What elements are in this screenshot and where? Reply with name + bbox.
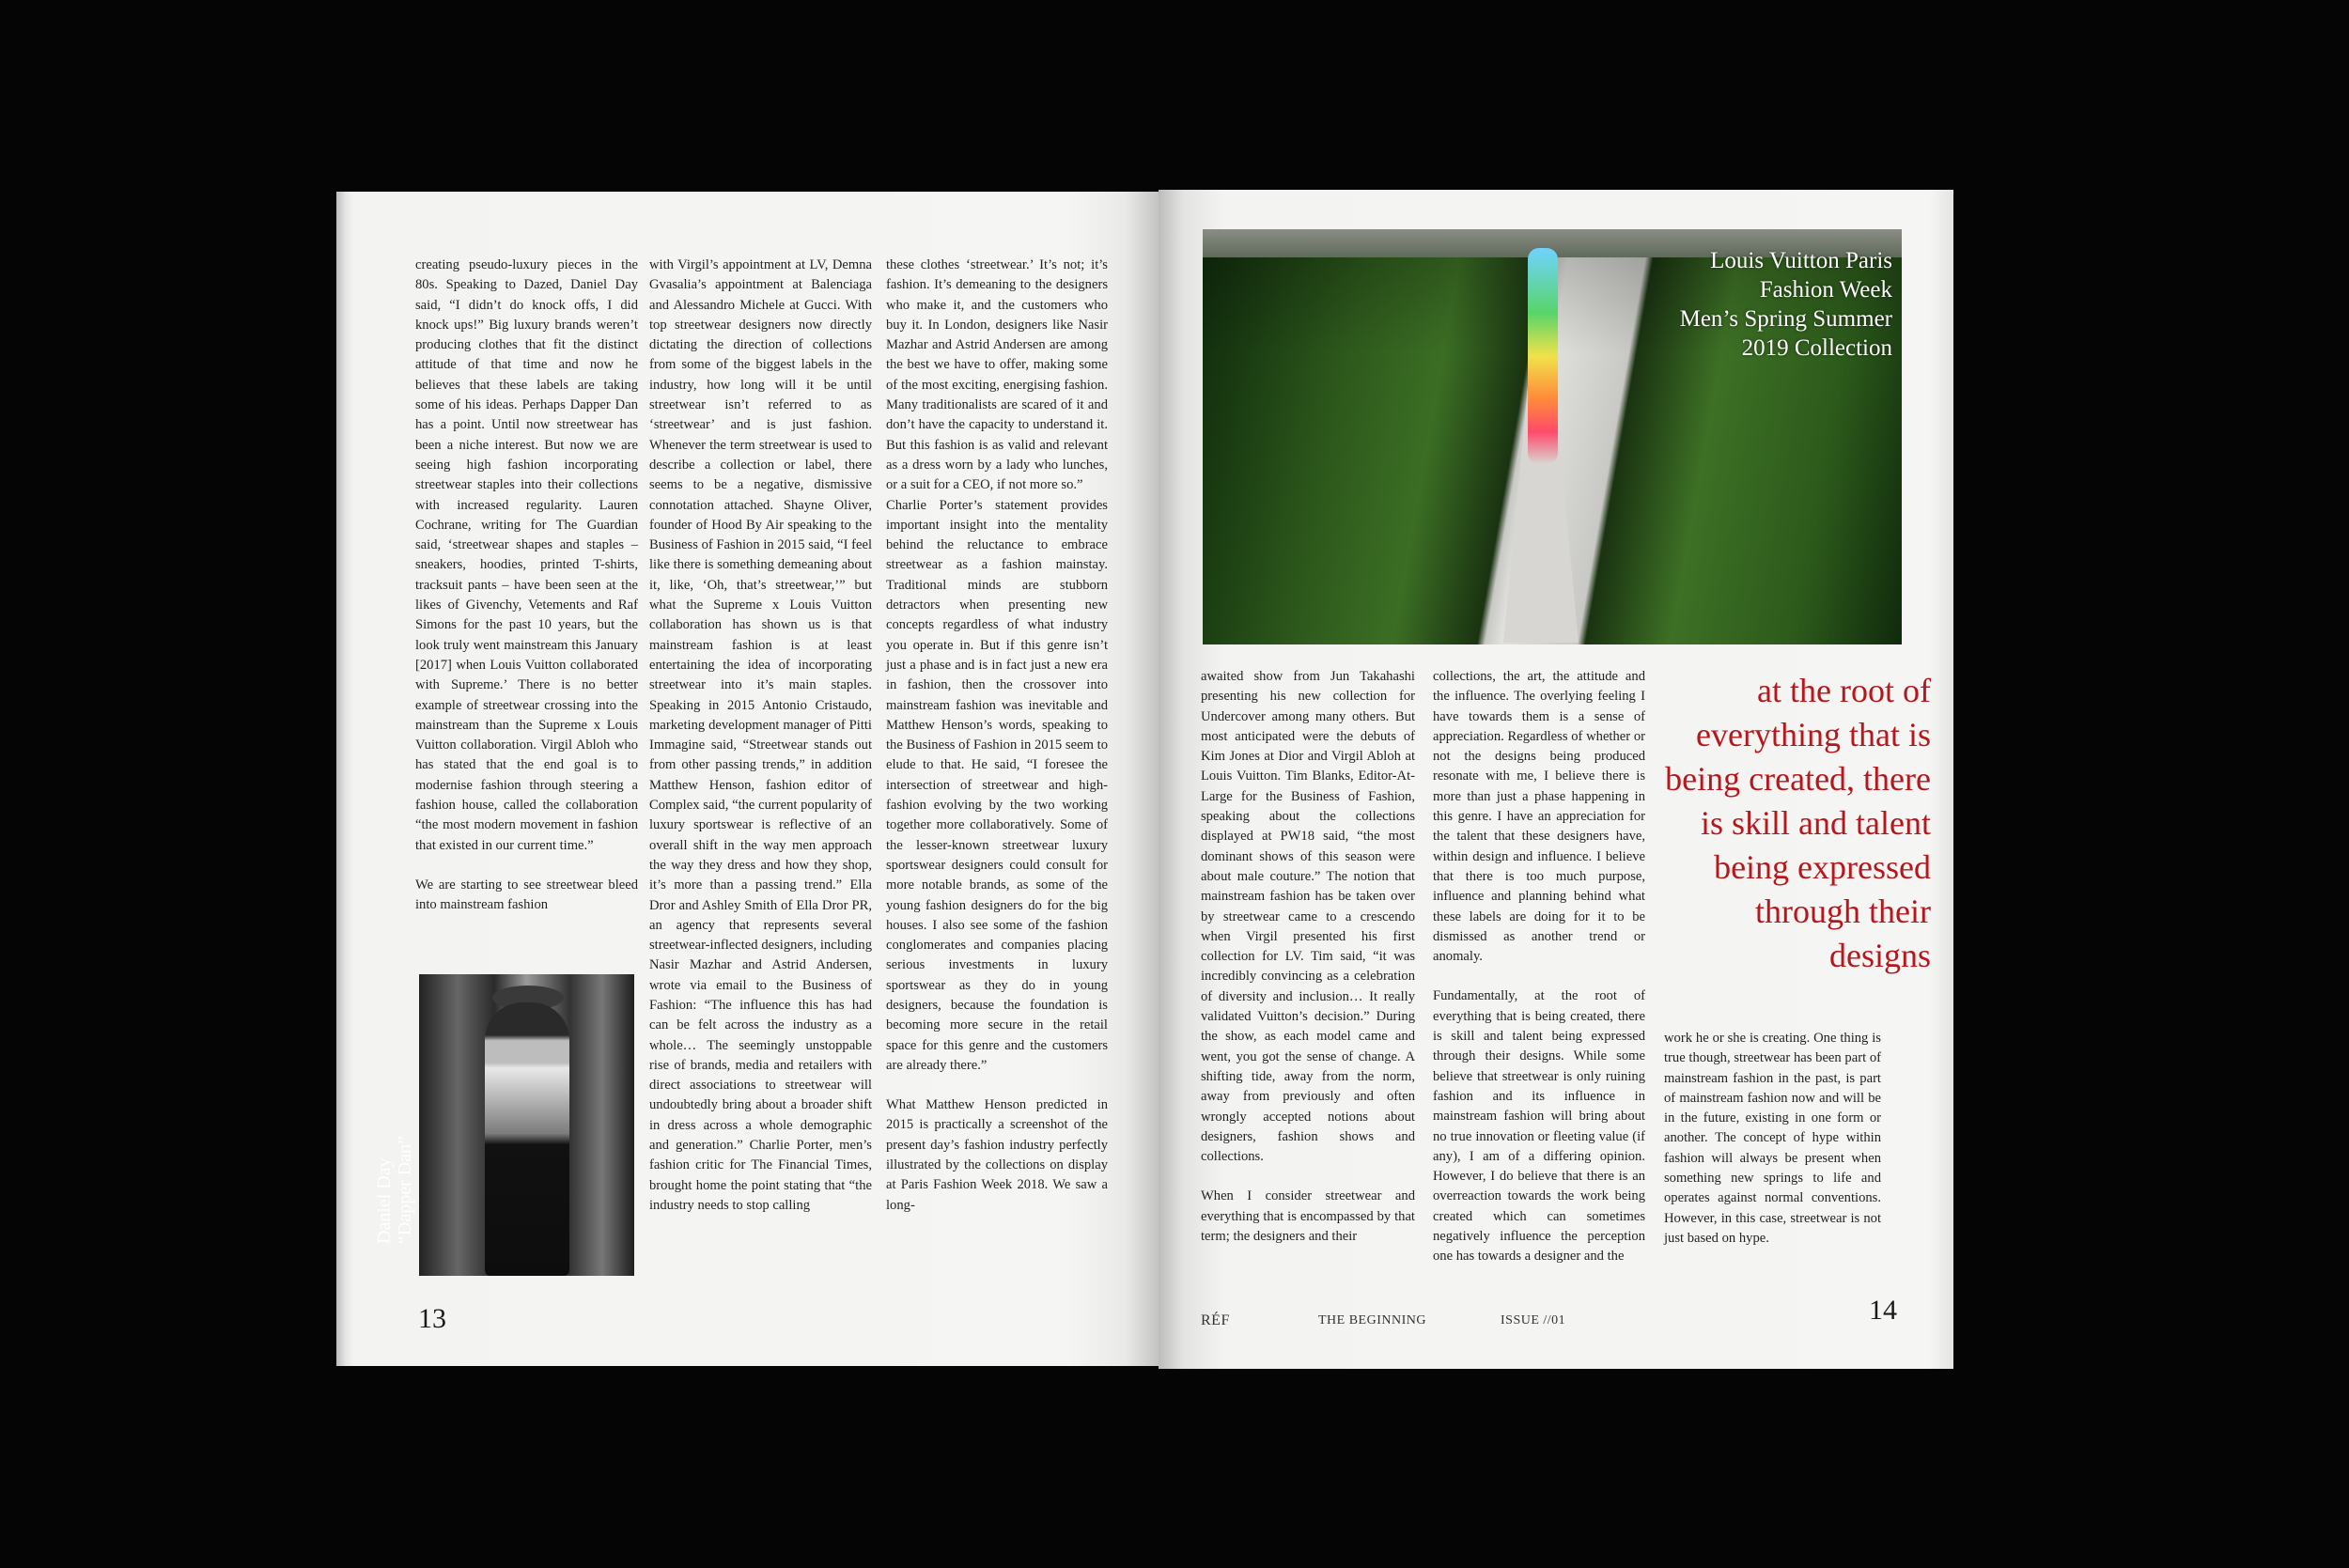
right-column-1 [1201,667,1415,1247]
left-column-1 [415,256,638,916]
photo-caption-daniel-day [374,1136,415,1244]
paragraph: When I consider streetwear and everything that is encompassed by that term; the designers and their [1201,1188,1415,1245]
paragraph: work he or she is creating. One thing is true though, streetwear has been part of mainstream fashion in the past, is part of mainstream fashion now and will be in the future, existing in one form or another. The concept of hype within fashion will always be present when something new springs to life and operates against normal conventions. However, in this case, streetwear is not just based on hype. [1664,1031,1881,1246]
left-page [336,192,1159,1366]
paragraph: Charlie Porter’s statement provides important insight into the mentality behind the reluctance to embrace streetwear as a fashion mainstay. Traditional minds are stubborn detractors when presenting new concepts regardless of what industry you operate in. But if this genre isn’t just a phase and is in fact just a new era in fashion, then the crossover into mainstream fashion was inevitable and Matthew Henson’s words, speaking to the Business of Fashion in 2015 seem to elude to that. He said, “I foresee the intersection of streetwear and high-fashion evolving by the two working together more collaboratively. Some of the lesser-known streetwear luxury sportswear designers could consult for more notable brands, as some of the young fashion designers do for the big houses. I also see some of the fashion conglomerates and companies placing serious investments in luxury sportswear as they do in young designers, because the foundation is becoming more secure in the retail space for this genre and the customers are already there.” [886,497,1108,1073]
footer-section: THE BEGINNING [1318,1313,1426,1327]
paragraph: creating pseudo-luxury pieces in the 80s. Speaking to Dazed, Daniel Day said, “I didn’t do knock offs, I did knock ups!” Big luxury brands weren’t producing clothes that fit the distinct attitude of that time and now he believes that these labels are taking some of his ideas. Perhaps Dapper Dan has a point. Until now streetwear has been a niche interest. But now we are seeing high fashion incorporating streetwear staples into their collections with increased regularity. Lauren Cochrane, writing for The Guardian said, ‘streetwear shapes and staples – sneakers, hoodies, printed T-shirts, tracksuit pants – have been seen at the likes of Givenchy, Vetements and Raf Simons for the past 10 years, but the look truly went mainstream this January [2017] when Louis Vuitton collaborated with Supreme.’ There is no better example of streetwear crossing into the mainstream than the Supreme x Louis Vuitton collaboration. Virgil Abloh who has stated that the end goal is to modernise fashion through steering a fashion house, called the collaboration “the most modern movement in fashion that existed in our current time.” [415,257,638,853]
paragraph: collections, the art, the attitude and the influence. The overlying feeling I have towards them is a sense of appreciation. Regardless of whether or not the designs being produced resonate with me, I believe there is more than just a phase happening in this genre. I have an appreciation for the talent that these designers have, within design and influence. I believe that there is too much purpose, influence and planning behind what these labels are doing for it to be dismissed as another trend or anomaly. [1433,669,1645,965]
runway-photo-caption [1680,246,1892,363]
paragraph: awaited show from Jun Takahashi presenting his new collection for Undercover among many others. But most anticipated were the debuts of Kim Jones at Dior and Virgil Abloh at Louis Vuitton. Tim Blanks, Editor-At-Large for the Business of Fashion, speaking about the collections displayed at PW18 said, “the most dominant shows of this season were about male couture.” The notion that mainstream fashion has be taken over by streetwear came to a crescendo when Virgil presented his first collection for LV. Tim said, “it was incredibly convincing as a celebration of diversity and inclusion… It really validated Vuitton’s decision.” During the show, as each model came and went, you got the sense of change. A shifting tide, away from the norm, away from previously and often wrongly accepted notions about designers, fashion shows and collections. [1201,669,1415,1165]
left-column-3 [886,256,1108,1216]
footer-brand: RÉF [1201,1312,1230,1328]
right-column-3 [1664,1029,1881,1249]
rainbow-runway-shape [1528,248,1558,464]
paragraph: these clothes ‘streetwear.’ It’s not; it’s fashion. It’s demeaning to the designers who make it, and the customers who buy it. In London, designers like Nasir Mazhar and Astrid Andersen are among the best we have to offer, making some of the most exciting, energising fashion. Many traditionalists are scared of it and don’t have the capacity to understand it. But this fashion is as valid and relevant as a dress worn by a lady who lunches, or a suit for a CEO, if not more so.” [886,257,1108,493]
caption-line: “Dapper Dan” [395,1136,415,1244]
daniel-day-photo [419,974,634,1276]
caption-line: Men’s Spring Summer [1679,306,1892,332]
right-column-2 [1433,667,1645,1267]
paragraph: We are starting to see streetwear bleed into mainstream fashion [415,877,638,913]
paragraph: Fundamentally, at the root of everything that is being created, there is skill and talent being expressed through their designs. While some believe that streetwear is only ruining fashion and its influence in mainstream fashion will bring about no true innovation or fleeting value (if any), I am of a differing opinion. However, I do believe that there is an overreaction towards the work being created which can sometimes negatively influence the perception one has towards a designer and the [1433,988,1645,1265]
paragraph: with Virgil’s appointment at LV, Demna Gvasalia’s appointment at Balenciaga and Alessandro Michele at Gucci. With top streetwear designers now directly dictating the direction of collections from some of the biggest labels in the industry, how long will it be until streetwear isn’t referred to as ‘streetwear’ and is just fashion. Whenever the term streetwear is used to describe a collection or label, there seems to be a negative, dismissive connotation attached. Shayne Oliver, founder of Hood By Air speaking to the Business of Fashion in 2015 said, “I feel like there is something demeaning about it, like, ‘Oh, that’s streetwear,’” but what the Supreme x Louis Vuitton collaboration has shown us is that mainstream fashion is at least entertaining the idea of incorporating streetwear into it’s main staples. Speaking in 2015 Antonio Cristaudo, marketing development manager of Pitti Immagine said, “Streetwear stands out from other passing trends,” in addition Matthew Henson, fashion editor of Complex said, “the current popularity of luxury sportswear is reflective of an overall shift in the way men approach the way they dress and how they shop, it’s more than a passing trend.” Ella Dror and Ashley Smith of Ella Dror PR, an agency that represents several streetwear-inflected designers, including Nasir Mazhar and Astrid Andersen, wrote via email to the Business of Fashion: “The influence this has had can be felt across the industry as a whole… The seemingly unstoppable rise of brands, media and retailers with direct associations to streetwear will undoubtedly bring about a broader shift in dress across a whole demographic and generation.” Charlie Porter, men’s fashion critic for The Financial Times, brought home the point stating that “the industry needs to stop calling [649,257,872,1213]
caption-line: Louis Vuitton Paris [1710,248,1892,273]
figure-shape [485,1002,569,1276]
right-page [1159,190,1953,1369]
left-column-2 [649,256,872,1216]
page-number-left: 13 [418,1303,446,1334]
pull-quote: at the root of everything that is being created, there is skill and talent being expressed through their designs [1665,672,1931,974]
caption-line: Daniel Day [374,1157,395,1244]
caption-line: 2019 Collection [1741,335,1892,361]
footer-issue: ISSUE //01 [1501,1313,1566,1327]
louis-vuitton-runway-photo [1203,229,1902,644]
paragraph: What Matthew Henson predicted in 2015 is practically a screenshot of the present day’s fashion industry perfectly illustrated by the collections on display at Paris Fashion Week 2018. We saw a long- [886,1097,1108,1213]
page-number-right: 14 [1869,1295,1897,1326]
caption-line: Fashion Week [1759,277,1892,303]
